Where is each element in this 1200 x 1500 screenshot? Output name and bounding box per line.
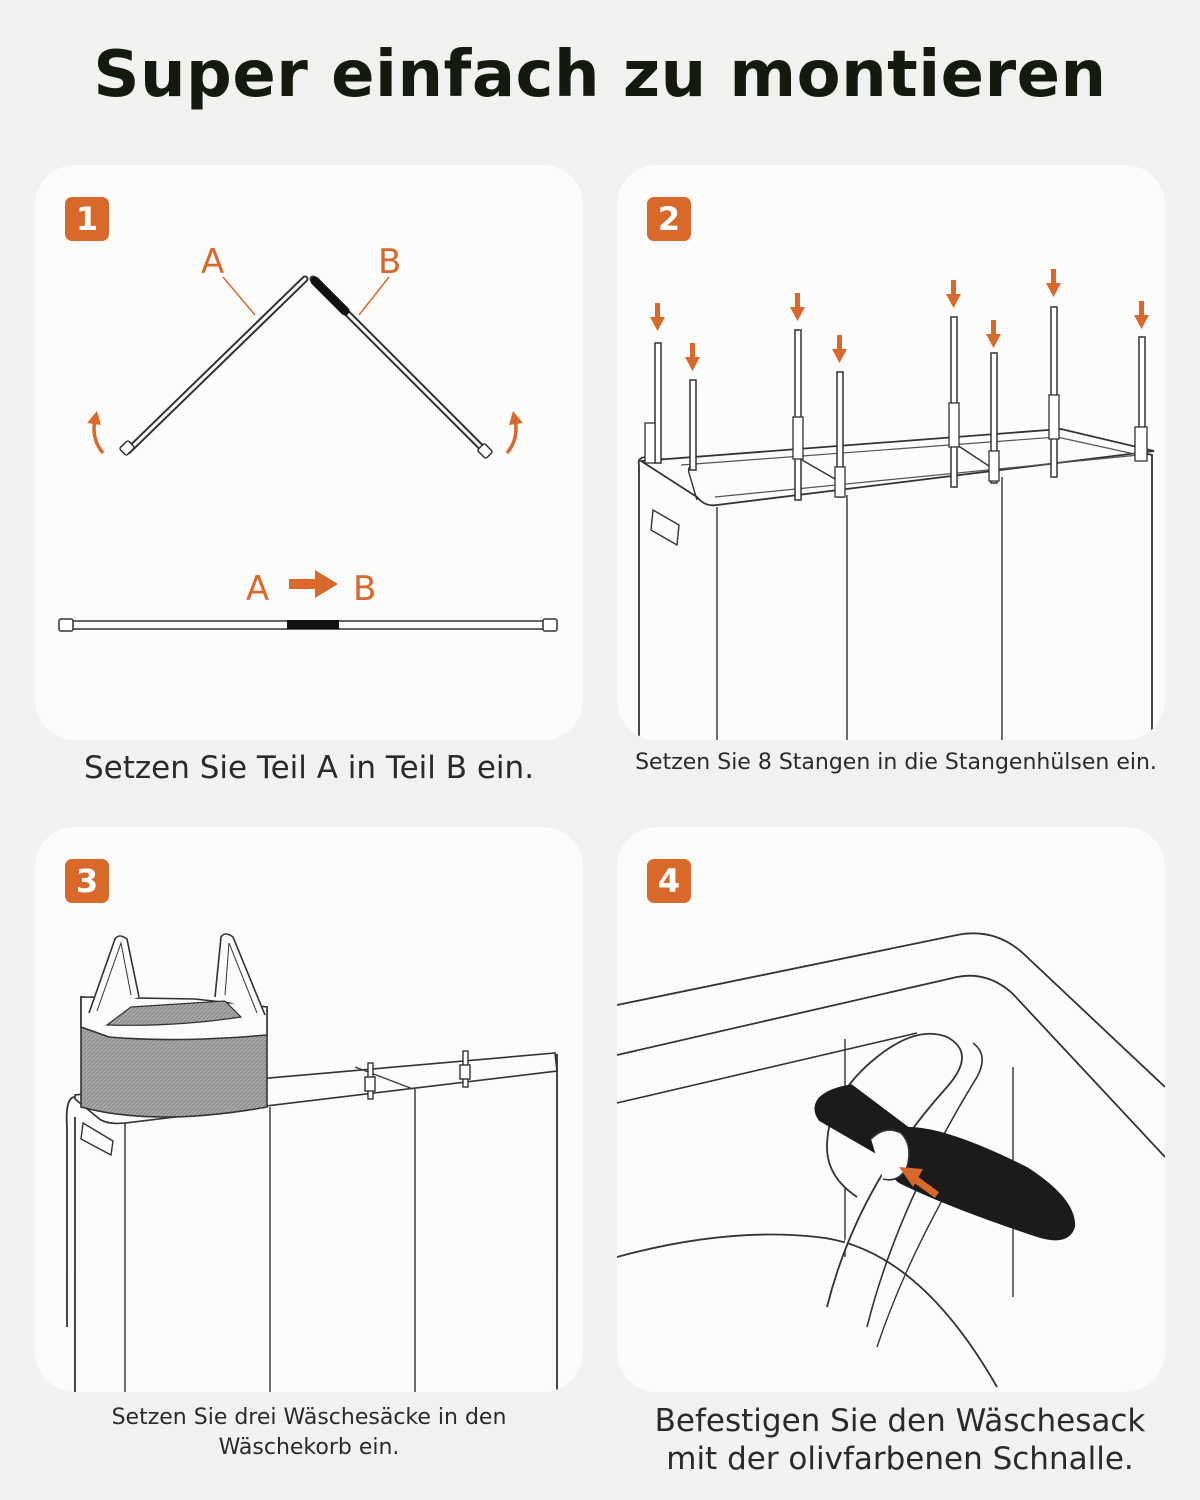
step-number-badge: 1 — [65, 197, 109, 241]
step-number-badge: 3 — [65, 859, 109, 903]
step-4-panel — [617, 827, 1165, 1392]
step-4-caption-line-2: mit der olivfarbenen Schnalle. — [666, 1441, 1134, 1477]
label-a-joined: A — [246, 569, 270, 609]
step-4-caption — [617, 1402, 1183, 1478]
step-2-panel — [617, 165, 1165, 740]
step-2-caption: Setzen Sie 8 Stangen in die Stangenhülsen ein. — [635, 750, 1157, 775]
step-number-badge: 2 — [647, 197, 691, 241]
arrow-right-icon — [289, 570, 338, 598]
arrow-down-icon — [650, 303, 665, 331]
arrow-down-icon — [790, 293, 805, 321]
label-b-joined: B — [353, 569, 377, 609]
step-number-badge: 4 — [647, 859, 691, 903]
step-1-panel — [35, 165, 583, 740]
arrow-down-icon — [1046, 269, 1061, 297]
page-title: Super einfach zu montieren — [93, 38, 1107, 112]
label-b: B — [378, 242, 402, 282]
step-3-panel — [35, 827, 583, 1392]
laundry-basket-illustration — [35, 827, 583, 1392]
basket-frame-illustration — [617, 165, 1165, 740]
arrow-down-icon — [832, 335, 847, 363]
step-3-caption-line-1: Setzen Sie drei Wäschesäcke in den — [111, 1405, 507, 1430]
assembled-rod-illustration — [59, 619, 557, 631]
arrow-down-icon — [946, 280, 961, 308]
label-a: A — [201, 242, 225, 282]
buckle-illustration — [617, 827, 1165, 1392]
rod-assembly-illustration — [35, 165, 583, 740]
step-3-caption — [35, 1403, 583, 1463]
arrow-down-icon — [685, 343, 700, 371]
rotate-arrow-icon — [87, 411, 103, 453]
arrow-down-icon — [1134, 301, 1149, 329]
rotate-arrow-icon — [507, 411, 523, 453]
arrow-down-icon — [986, 320, 1001, 348]
rod-b-illustration — [313, 279, 493, 459]
step-4-caption-line-1: Befestigen Sie den Wäschesack — [654, 1403, 1146, 1439]
rod-a-illustration — [119, 279, 305, 456]
step-3-caption-line-2: Wäschekorb ein. — [218, 1435, 400, 1460]
step-1-caption: Setzen Sie Teil A in Teil B ein. — [83, 750, 535, 786]
laundry-bag-illustration — [81, 934, 267, 1117]
